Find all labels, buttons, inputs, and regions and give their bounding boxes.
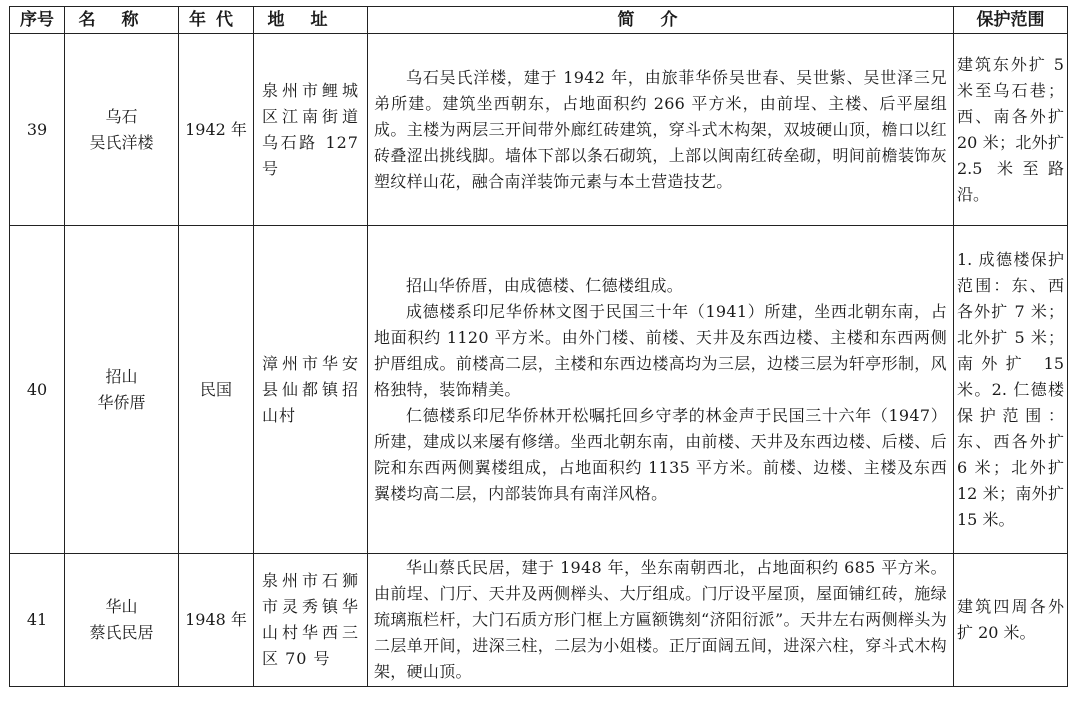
row-name-line1: 招山 bbox=[105, 366, 138, 386]
row-address: 漳州市华安县仙都镇招山村 bbox=[254, 226, 368, 554]
table-row bbox=[10, 34, 1068, 226]
row-protection: 建筑东外扩 5 米至乌石巷；西、南各外扩 20 米；北外扩 2.5 米至路沿。 bbox=[954, 34, 1068, 226]
row-era: 1948 年 bbox=[179, 554, 254, 687]
row-name-line2: 华侨厝 bbox=[97, 392, 146, 412]
row-seq: 40 bbox=[10, 226, 65, 554]
table-row bbox=[10, 226, 1068, 554]
intro-paragraph: 招山华侨厝，由成德楼、仁德楼组成。 bbox=[406, 275, 684, 295]
header-intro: 简介 bbox=[368, 7, 954, 34]
row-era: 民国 bbox=[179, 226, 254, 554]
row-name-line2: 吴氏洋楼 bbox=[89, 132, 154, 152]
heritage-table bbox=[9, 6, 1068, 687]
row-address: 泉州市石狮市灵秀镇华山村华西三区 70 号 bbox=[254, 554, 368, 687]
row-name-line1: 华山 bbox=[105, 597, 138, 616]
intro-paragraph: 仁德楼系印尼华侨林开松嘱托回乡守孝的林金声于民国三十六年（1947）所建，建成以来屡有修缮。坐西北朝东南，由前楼、天井及东西边楼、后楼、后院和东西两侧翼楼组成，占地面积约 1135 平方米。前楼、边楼、主楼及东西翼楼均高二层，内部装饰具有南洋风格。 bbox=[374, 405, 947, 503]
header-name: 名称 bbox=[65, 7, 179, 34]
row-seq: 41 bbox=[10, 554, 65, 687]
row-name-line1: 乌石 bbox=[105, 106, 138, 126]
table-row bbox=[10, 554, 1068, 687]
row-era: 1942 年 bbox=[179, 34, 254, 226]
row-intro bbox=[368, 226, 954, 554]
row-protection: 建筑四周各外扩 20 米。 bbox=[954, 554, 1068, 687]
row-name bbox=[65, 554, 179, 687]
row-protection: 1. 成德楼保护范围：东、西各外扩 7 米；北外扩 5 米；南外扩 15 米。2. 仁德楼保护范围：东、西各外扩 6 米；北外扩 12 米；南外扩 15 米。 bbox=[954, 226, 1068, 554]
row-address: 泉州市鲤城区江南街道乌石路 127 号 bbox=[254, 34, 368, 226]
intro-paragraph: 华山蔡氏民居，建于 1948 年，坐东南朝西北，占地面积约 685 平方米。由前埕、门厅、天井及两侧榉头、大厅组成。门厅设平屋顶，屋面铺红砖，施绿琉璃瓶栏杆，大门石质方形门框上方匾额镌刻“济阳衍派”。天井左右两侧榉头为二层单开间，进深三柱，二层为小姐楼。正厅面阔五间，进深六柱，穿斗式木构架，硬山顶。 bbox=[374, 558, 947, 681]
row-intro bbox=[368, 34, 954, 226]
row-name bbox=[65, 34, 179, 226]
intro-paragraph: 成德楼系印尼华侨林文图于民国三十年（1941）所建，坐西北朝东南，占地面积约 1120 平方米。由外门楼、前楼、天井及东西边楼、主楼和东西两侧护厝组成。前楼高二层，主楼和东西边楼高均为三层，边楼三层为轩亭形制，风格独特，装饰精美。 bbox=[374, 301, 947, 399]
heritage-table-page bbox=[9, 6, 1068, 687]
row-intro bbox=[368, 554, 954, 687]
row-name-line2: 蔡氏民居 bbox=[89, 623, 154, 642]
header-protection: 保护范围 bbox=[954, 7, 1068, 34]
row-seq: 39 bbox=[10, 34, 65, 226]
intro-paragraph: 乌石吴氏洋楼，建于 1942 年，由旅菲华侨吴世春、吴世紫、吴世泽三兄弟所建。建筑坐西朝东，占地面积约 266 平方米，由前埕、主楼、后平屋组成。主楼为两层三开间带外廊红砖建筑，穿斗式木构架，双坡硬山顶，檐口以红砖叠涩出挑线脚。墙体下部以条石砌筑，上部以闽南红砖垒砌，明间前檐装饰灰塑纹样山花，融合南洋装饰元素与本土营造技艺。 bbox=[374, 67, 947, 191]
header-address: 地址 bbox=[254, 7, 368, 34]
header-era: 年代 bbox=[179, 7, 254, 34]
header-seq: 序号 bbox=[10, 7, 65, 34]
row-name bbox=[65, 226, 179, 554]
header-row bbox=[10, 7, 1068, 34]
